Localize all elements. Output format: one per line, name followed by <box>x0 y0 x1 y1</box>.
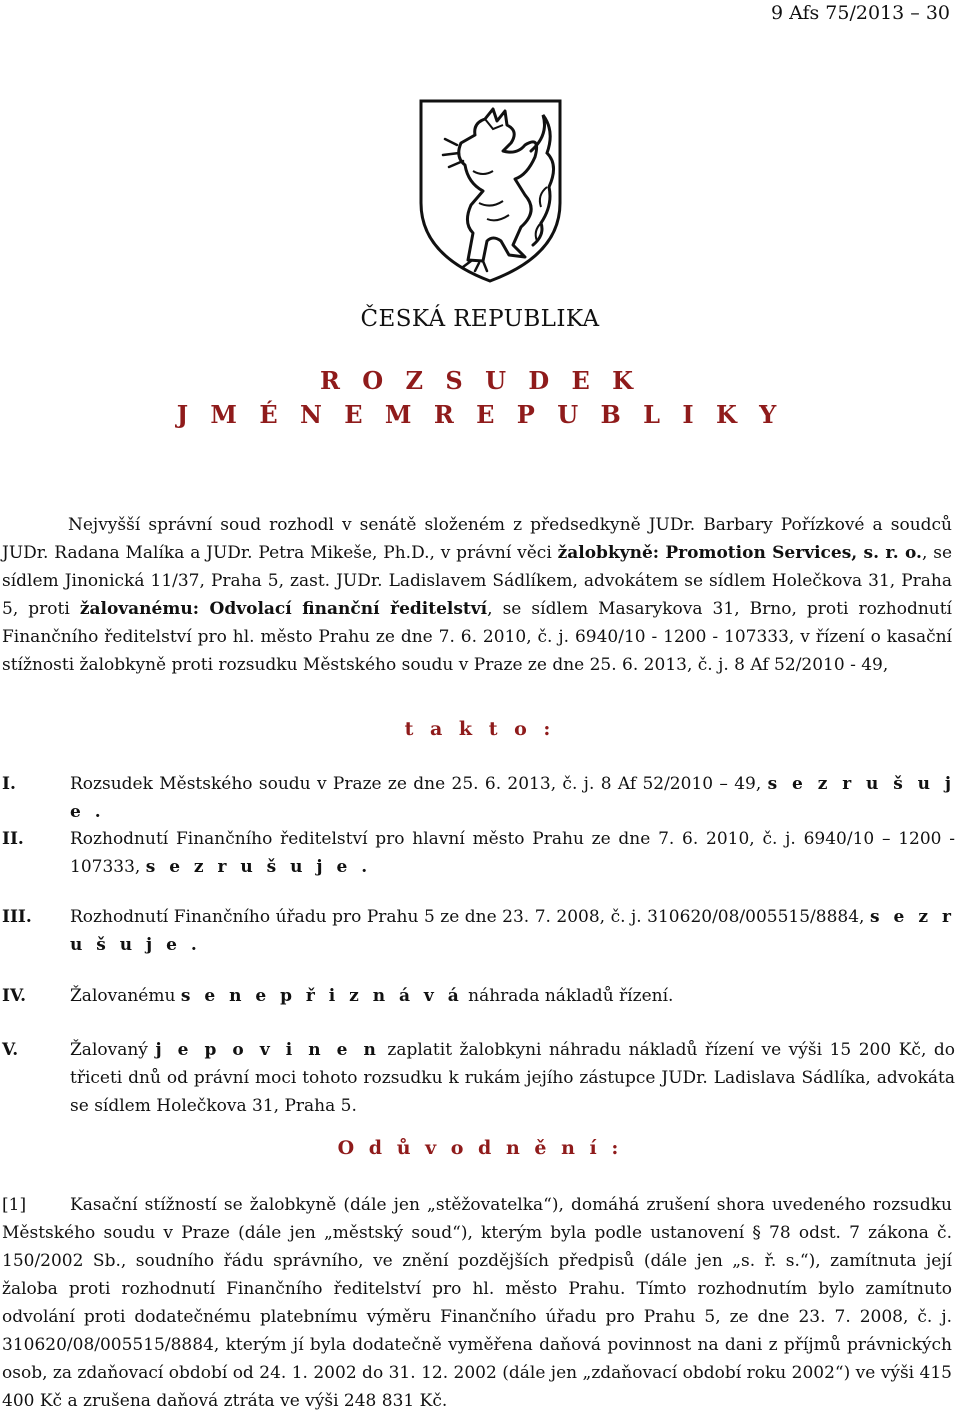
item-action: s e z r u š u j e . <box>70 774 955 822</box>
verdict-title: R O Z S U D E K <box>319 366 641 395</box>
verdict-item <box>0 825 955 881</box>
verdict-subtitle: J M É N E M R E P U B L I K Y <box>176 400 784 429</box>
intro-text-3: , se sídlem Masarykova 31, Brno, proti rozhodnutí Finančního ředitelství pro hl. město Prahu ze dne 7. 6. 2010, č. j. 6940/10 - 1200 - 107333, v řízení o kasační stížnosti žalobkyně proti rozsudku Městského soudu v Praze ze dne 25. 6. 2013, č. j. 8 Af 52/2010 - 49, <box>2 599 952 675</box>
item-text: Žalovanému <box>70 986 181 1006</box>
intro-text-2: , se sídlem Jinonická 11/37, Praha 5, zast. JUDr. Ladislavem Sádlíkem, advokátem se sídlem Holečkova 31, Praha 5, proti <box>2 543 952 619</box>
item-number: I. <box>2 774 16 794</box>
defendant-label: žalovanému: Odvolací finanční ředitelství <box>79 599 488 619</box>
item-text: Rozsudek Městského soudu v Praze ze dne 25. 6. 2013, č. j. 8 Af 52/2010 – 49, <box>70 774 768 794</box>
plaintiff-label: žalobkyně: Promotion Services, s. r. o. <box>557 543 922 563</box>
country-name: ČESKÁ REPUBLIKA <box>360 306 600 332</box>
item-after: zaplatit žalobkyni náhradu nákladů řízení ve výši 15 200 Kč, do třiceti dnů od právní moci tohoto rozsudku k rukám jejího zástupce JUDr. Ladislava Sádlíka, advokáta se sídlem Holečkova 31, Praha 5. <box>70 1040 955 1116</box>
verdict-item <box>0 982 955 1010</box>
reasoning-heading: O d ů v o d n ě n í : <box>337 1137 623 1159</box>
item-text: Rozhodnutí Finančního úřadu pro Prahu 5 ze dne 23. 7. 2008, č. j. 310620/08/005515/8884, <box>70 907 870 927</box>
paragraph-number: [1] <box>2 1195 27 1215</box>
reasoning-paragraph <box>2 1191 952 1415</box>
takto-heading: t a k t o : <box>404 718 556 740</box>
item-action: s e n e p ř i z n á v á <box>180 986 463 1006</box>
document-reference: 9 Afs 75/2013 – 30 <box>770 2 950 24</box>
item-number: II. <box>2 829 24 849</box>
intro-paragraph <box>2 511 952 679</box>
verdict-item <box>0 903 955 959</box>
item-action: j e p o v i n e n <box>155 1040 380 1060</box>
item-text: Rozhodnutí Finančního ředitelství pro hlavní město Prahu ze dne 7. 6. 2010, č. j. 6940/10 – 1200 - 107333, <box>70 829 955 877</box>
item-number: V. <box>2 1040 19 1060</box>
item-action: s e z r u š u j e . <box>70 907 955 955</box>
item-text: Žalovaný <box>70 1040 156 1060</box>
verdict-item <box>0 1036 955 1120</box>
verdict-item <box>0 770 955 826</box>
item-after: náhrada nákladů řízení. <box>462 986 674 1006</box>
item-number: III. <box>2 907 32 927</box>
item-number: IV. <box>2 986 27 1006</box>
paragraph-text: Kasační stížností se žalobkyně (dále jen „stěžovatelka“), domáhá zrušení shora uvedeného rozsudku Městského soudu v Praze (dále jen „městský soud“), kterým byla podle ustanovení § 78 odst. 7 zákona č. 150/2002 Sb., soudního řádu správního, ve znění pozdějších předpisů (dále jen „s. ř. s.“), zamítnuta její žaloba proti rozhodnutí Finančního ředitelství pro hl. město Prahu. Tímto rozhodnutím bylo zamítnuto odvolání proti dodatečnému platebnímu výměru Finančního úřadu pro Prahu 5, ze dne 23. 7. 2008, č. j. 310620/08/005515/8884, kterým jí byla dodatečně vyměřena daňová povinnost na dani z příjmů právnických osob, za zdaňovací období od 24. 1. 2002 do 31. 12. 2002 (dále jen „zdaňovací období roku 2002“) ve výši 415 400 Kč a zrušena daňová ztráta ve výši 248 831 Kč. <box>2 1195 952 1411</box>
czech-lion-emblem-icon <box>413 95 568 285</box>
item-action: s e z r u š u j e . <box>145 857 372 877</box>
intro-text-1: Nejvyšší správní soud rozhodl v senátě složeném z předsedkyně JUDr. Barbary Pořízkové a soudců JUDr. Radana Malíka a JUDr. Petra Mikeše, Ph.D., v právní věci <box>2 515 952 563</box>
